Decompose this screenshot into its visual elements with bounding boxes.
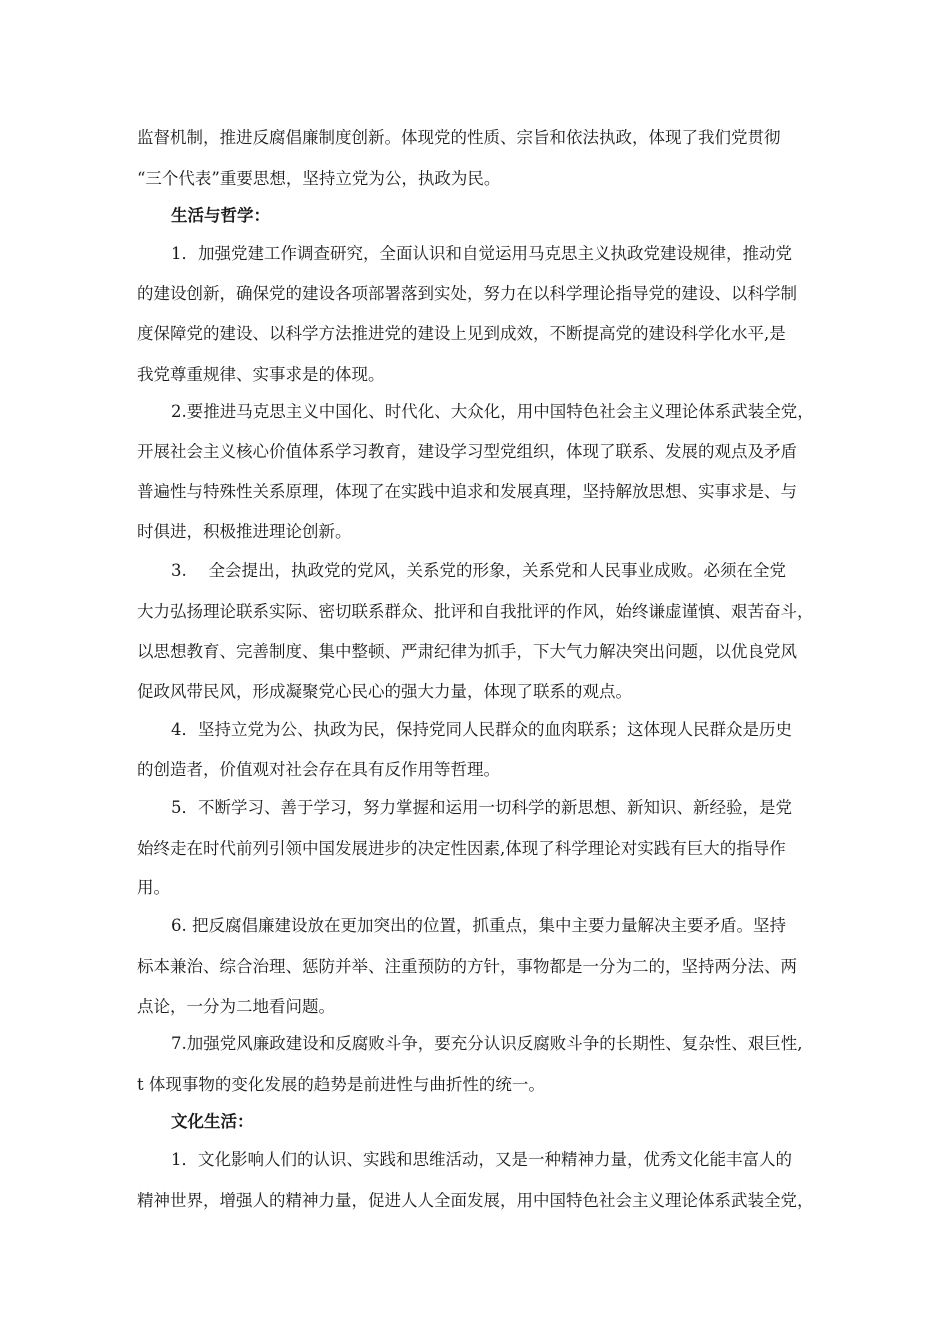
text-line: 7.加强党风廉政建设和反腐败斗争，要充分认识反腐败斗争的长期性、复杂性、艰巨性, xyxy=(171,1034,803,1053)
text-line: 6. 把反腐倡廉建设放在更加突出的位置，抓重点，集中主要力量解决主要矛盾。坚持 xyxy=(171,916,786,935)
text-line: 普遍性与特殊性关系原理，体现了在实践中追求和发展真理，坚持解放思想、实事求是、与 xyxy=(137,482,797,501)
text-line: 点论，一分为二地看问题。 xyxy=(137,997,335,1016)
text-line: 5．不断学习、善于学习，努力掌握和运用一切科学的新思想、新知识、新经验，是党 xyxy=(171,798,792,817)
text-line: 精神世界，增强人的精神力量，促进人人全面发展，用中国特色社会主义理论体系武装全党， xyxy=(137,1191,814,1210)
text-line: 的建设创新，确保党的建设各项部署落到实处，努力在以科学理论指导党的建设、以科学制 xyxy=(137,284,797,303)
text-line: 我党尊重规律、实事求是的体现。 xyxy=(137,365,385,384)
text-line: “三个代表”重要思想，坚持立党为公，执政为民。 xyxy=(137,169,501,188)
text-line: 用。 xyxy=(137,878,170,897)
text-line: 大力弘扬理论联系实际、密切联系群众、批评和自我批评的作风，始终谦虚谨慎、艰苦奋斗， xyxy=(137,602,814,621)
text-line: 开展社会主义核心价值体系学习教育，建设学习型党组织，体现了联系、发展的观点及矛盾 xyxy=(137,442,797,461)
text-line: t 体现事物的变化发展的趋势是前进性与曲折性的统一。 xyxy=(137,1075,545,1094)
section-heading: 生活与哲学： xyxy=(171,206,270,225)
text-line: 时俱进，积极推进理论创新。 xyxy=(137,522,352,541)
text-line: 1．文化影响人们的认识、实践和思维活动，又是一种精神力量，优秀文化能丰富人的 xyxy=(171,1150,792,1169)
text-line: 4．坚持立党为公、执政为民，保持党同人民群众的血肉联系；这体现人民群众是历史 xyxy=(171,720,792,739)
text-line: 2.要推进马克思主义中国化、时代化、大众化，用中国特色社会主义理论体系武装全党， xyxy=(171,402,814,421)
text-line: 始终走在时代前列引领中国发展进步的决定性因素,体现了科学理论对实践有巨大的指导作 xyxy=(137,839,786,858)
text-line: 标本兼治、综合治理、惩防并举、注重预防的方针，事物都是一分为二的，坚持两分法、两 xyxy=(137,957,797,976)
text-line: 监督机制，推进反腐倡廉制度创新。体现党的性质、宗旨和依法执政，体现了我们党贯彻 xyxy=(137,128,781,147)
text-line: 的创造者，价值观对社会存在具有反作用等哲理。 xyxy=(137,760,500,779)
text-line: 度保障党的建设、以科学方法推进党的建设上见到成效，不断提高党的建设科学化水平,是 xyxy=(137,324,786,343)
text-line: 以思想教育、完善制度、集中整顿、严肃纪律为抓手，下大气力解决突出问题，以优良党风 xyxy=(137,642,797,661)
text-line: 促政风带民风，形成凝聚党心民心的强大力量，体现了联系的观点。 xyxy=(137,682,632,701)
text-line: 3. 全会提出，执政党的党风，关系党的形象，关系党和人民事业成败。必须在全党 xyxy=(171,561,786,580)
text-line: 1．加强党建工作调查研究，全面认识和自觉运用马克思主义执政党建设规律，推动党 xyxy=(171,244,792,263)
section-heading: 文化生活： xyxy=(171,1112,254,1131)
